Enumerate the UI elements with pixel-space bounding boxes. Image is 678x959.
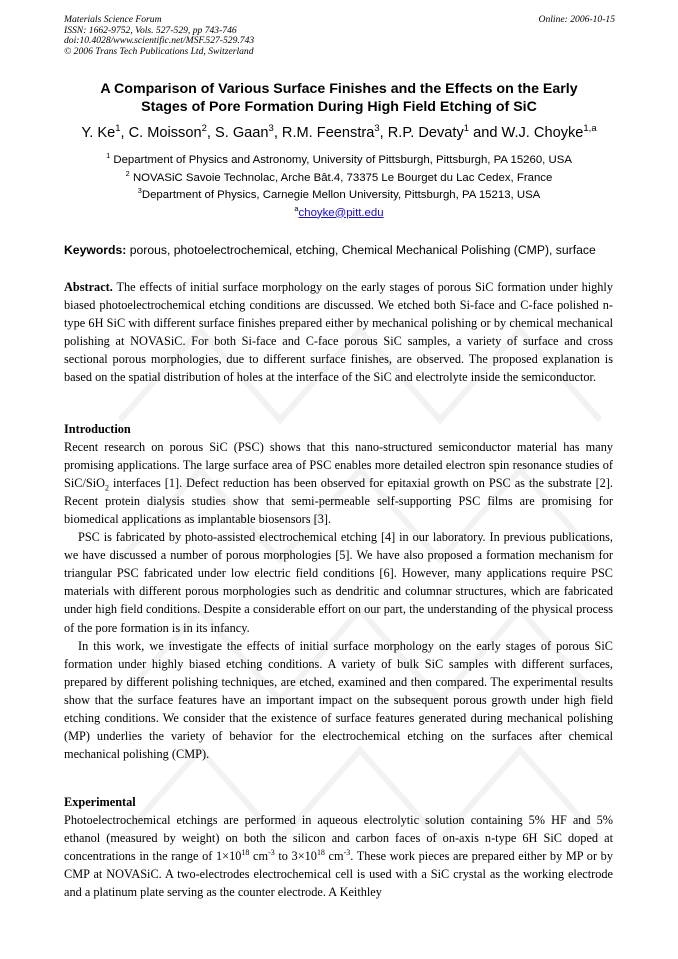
abstract-text: The effects of initial surface morphology on the early stages of porous SiC formation under highly biased photoelectrochemical etching conditions are discussed. We etched both Si-face and C-face polished n-type 6H SiC with different surface finishes prepared either by mechanical polishing or by chemical mechanical polishing at NOVASiC. For both Si-face and C-face porous SiC samples, a variety of surface and cross sectional porous morphologies, due to different surface finishes, are observed. The proposed explanation is based on the spatial distribution of holes at the interface of the SiC and electrolyte inside the semiconductor. xyxy=(64,280,613,385)
introduction-paragraph-3: In this work, we investigate the effects of initial surface morphology on the early stages of porous SiC formation under highly biased etching conditions. A variety of bulk SiC samples with different surfaces, prepared by different polishing techniques, are etched, examined and then compared. The experimental results show that the surface features have an important impact on the subsequent porous growth under high field etching conditions. We consider that the existence of surface features generated during mechanical polishing (MP) underlies the variety of behavior for the electrochemical etching on the surfaces after chemical mechanical polishing (CMP). xyxy=(64,638,613,761)
affiliation-text: Department of Physics and Astronomy, University of Pittsburgh, Pittsburgh, PA 15260, USA xyxy=(110,154,572,166)
affiliation-text: Department of Physics, Carnegie Mellon University, Pittsburgh, PA 15213, USA xyxy=(141,189,541,201)
paragraph-text: cm xyxy=(324,849,344,864)
keywords xyxy=(64,242,624,258)
journal-header xyxy=(64,15,254,57)
introduction-heading: Introduction xyxy=(64,422,131,436)
subscript: 2 xyxy=(105,483,110,493)
author-name: , S. Gaan xyxy=(206,125,269,141)
affiliation-sup: 1 xyxy=(106,151,111,161)
superscript: 18 xyxy=(316,848,325,858)
author-name: , R.M. Feenstra xyxy=(273,125,375,141)
affiliation-sup: 2 xyxy=(125,168,130,178)
author-sup: 3 xyxy=(268,123,274,135)
affiliation-1 xyxy=(40,152,638,170)
superscript: 18 xyxy=(241,848,250,858)
journal-name: Materials Science Forum xyxy=(64,14,162,25)
email-link[interactable]: choyke@pitt.edu xyxy=(298,206,384,219)
copyright-line: © 2006 Trans Tech Publications Ltd, Switzerland xyxy=(64,45,254,57)
experimental-section xyxy=(64,793,613,901)
experimental-heading: Experimental xyxy=(64,795,136,809)
affiliation-text: NOVASiC Savoie Technolac, Arche Bât.4, 73375 Le Bourget du Lac Cedex, France xyxy=(129,171,553,184)
author-name: and W.J. Choyke xyxy=(469,125,584,141)
abstract-paragraph xyxy=(64,278,613,386)
author-sup: 1 xyxy=(463,123,470,135)
introduction-paragraph-1 xyxy=(64,438,613,528)
affiliations xyxy=(40,152,638,222)
author-sup: 3 xyxy=(374,123,380,135)
author-sup: 1 xyxy=(115,123,121,135)
superscript: -3 xyxy=(343,848,351,858)
author-name: Y. Ke xyxy=(81,125,116,141)
keywords-text: porous, photoelectrochemical, etching, Chemical Mechanical Polishing (CMP), surface xyxy=(126,243,596,257)
keywords-label: Keywords: xyxy=(64,243,127,257)
affiliation-sup: 3 xyxy=(137,186,142,196)
paper-title xyxy=(40,80,638,116)
abstract-section xyxy=(64,278,613,386)
email-sup: a xyxy=(294,203,299,213)
paragraph-text: cm xyxy=(249,849,269,864)
doi-line: doi:10.4028/www.scientific.net/MSF.527-529.743 xyxy=(64,35,255,46)
paragraph-text: to 3×10 xyxy=(274,849,317,864)
title-line-1: A Comparison of Various Surface Finishes and the Effects on the Early xyxy=(100,81,578,97)
affiliation-2 xyxy=(40,170,638,188)
paragraph-text: Recent research on porous SiC (PSC) shows that this nano-structured semiconductor material has many promising applications. The large surface area of PSC enables more detailed electron spin resonance studies of SiC/SiO xyxy=(64,440,613,491)
paragraph-text: . These work pieces are prepared either by MP or by CMP at NOVASiC. A two-electrodes electrochemical cell is used with a SiC crystal as the working electrode and a platinum plate serving as the counter electrode. A Keithley xyxy=(64,849,613,900)
paragraph-text: Photoelectrochemical etchings are performed in aqueous electrolytic solution containing 5% HF and 5% ethanol (measured by weight) on both the silicon and carbon faces of on-axis n-type 6H SiC doped at concentrations in the range of 1×10 xyxy=(64,813,613,864)
issn-line: ISSN: 1662-9752, Vols. 527-529, pp 743-746 xyxy=(64,24,237,36)
online-date: Online: 2006-10-15 xyxy=(538,14,615,25)
author-name: , R.P. Devaty xyxy=(379,125,464,141)
author-sup: 1,a xyxy=(583,123,597,135)
abstract-label: Abstract. xyxy=(64,280,113,294)
title-line-2: Stages of Pore Formation During High Field Etching of SiC xyxy=(141,99,537,115)
superscript: -3 xyxy=(268,848,275,858)
author-list xyxy=(40,124,638,142)
experimental-paragraph-1 xyxy=(64,811,613,901)
affiliation-3 xyxy=(40,187,638,205)
introduction-paragraph-2: PSC is fabricated by photo-assisted electrochemical etching [4] in our laboratory. In previous publications, we have discussed a number of porous morphologies [5]. We have also proposed a formation mechanism for triangular PSC fabricated under low electric field conditions [6]. However, many applications require PSC materials with different porous morphologies such as dendritic and columnar structures, which are fabricated under high field conditions. Despite a considerable effort on our part, the understanding of the physical process of the pore formation is in its infancy. xyxy=(64,530,613,635)
author-name: , C. Moisson xyxy=(120,125,202,141)
introduction-section xyxy=(64,420,613,763)
email-line xyxy=(40,205,638,223)
author-sup: 2 xyxy=(201,123,207,135)
paragraph-text: interfaces [1]. Defect reduction has been observed for epitaxial growth on PSC as the substrate [2]. Recent protein dialysis studies show that semi-permeable self-supporting PSC films are promising for biomedical applications as implantable biosensors [3]. xyxy=(64,476,613,527)
